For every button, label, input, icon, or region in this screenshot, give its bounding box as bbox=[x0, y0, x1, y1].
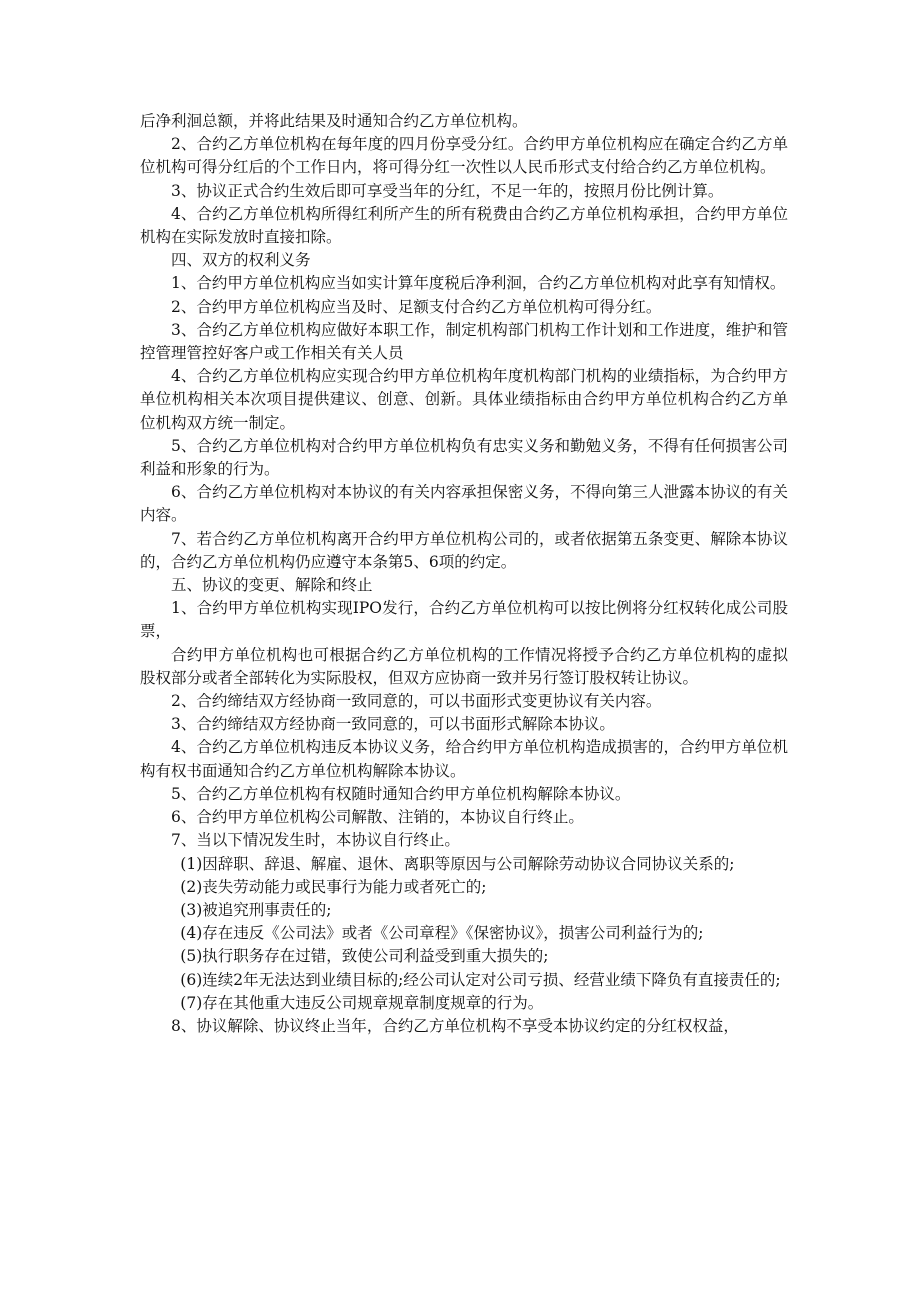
paragraph-clause-3-4: 4、合约乙方单位机构所得红利所产生的所有税费由合约乙方单位机构承担，合约甲方单位机构在实际发放时直接扣除。 bbox=[140, 204, 788, 247]
document-page bbox=[140, 110, 788, 1038]
list-item-6: (6)连续2年无法达到业绩目标的;经公司认定对公司亏损、经营业绩下降负有直接责任的; bbox=[180, 970, 781, 989]
list-item-4: (4)存在违反《公司法》或者《公司章程》《保密协议》，损害公司利益行为的; bbox=[180, 924, 704, 943]
paragraph-clause-5-5: 5、合约乙方单位机构有权随时通知合约甲方单位机构解除本协议。 bbox=[171, 784, 631, 803]
paragraph-clause-4-2: 2、合约甲方单位机构应当及时、足额支付合约乙方单位机构可得分红。 bbox=[171, 297, 662, 316]
paragraph-clause-5-7: 7、当以下情况发生时，本协议自行终止。 bbox=[171, 831, 460, 850]
paragraph-clause-5-1: 1、合约甲方单位机构实现IPO发行，合约乙方单位机构可以按比例将分红权转化成公司股票， bbox=[140, 599, 788, 641]
list-item-3: (3)被追究刑事责任的; bbox=[180, 900, 332, 919]
paragraph-clause-5-1-cont: 合约甲方单位机构也可根据合约乙方单位机构的工作情况将授予合约乙方单位机构的虚拟股权部分或者全部转化为实际股权，但双方应协商一致并另行签订股权转让协议。 bbox=[140, 645, 788, 687]
paragraph-clause-4-7: 7、若合约乙方单位机构离开合约甲方单位机构公司的，或者依据第五条变更、解除本协议的，合约乙方单位机构仍应遵守本条第5、6项的约定。 bbox=[140, 529, 788, 571]
paragraph-clause-5-4: 4、合约乙方单位机构违反本协议义务，给合约甲方单位机构造成损害的，合约甲方单位机构有权书面通知合约乙方单位机构解除本协议。 bbox=[140, 738, 788, 780]
paragraph-continuation: 后净利洄总额，并将此结果及时通知合约乙方单位机构。 bbox=[140, 112, 528, 130]
paragraph-clause-4-3: 3、合约乙方单位机构应做好本职工作，制定机构部门机构工作计划和工作进度，维护和管控管理管控好客户或工作相关有关人员 bbox=[140, 320, 788, 363]
paragraph-clause-3-2: 2、合约乙方单位机构在每年度的四月份享受分红。合约甲方单位机构应在确定合约乙方单位机构可得分红后的个工作日内，将可得分红一次性以人民币形式支付给合约乙方单位机构。 bbox=[140, 135, 788, 177]
paragraph-clause-4-5: 5、合约乙方单位机构对合约甲方单位机构负有忠实义务和勤勉义务，不得有任何损害公司利益和形象的行为。 bbox=[140, 436, 788, 479]
section-heading-5: 五、协议的变更、解除和终止 bbox=[171, 576, 373, 595]
paragraph-clause-5-3: 3、合约缔结双方经协商一致同意的，可以书面形式解除本协议。 bbox=[171, 715, 615, 734]
paragraph-clause-4-1: 1、合约甲方单位机构应当如实计算年度税后净利洄，合约乙方单位机构对此享有知情权。 bbox=[171, 274, 786, 293]
list-item-1: (1)因辞职、辞退、解雇、退休、离职等原因与公司解除劳动协议合同协议关系的; bbox=[180, 854, 735, 873]
paragraph-clause-5-8: 8、协议解除、协议终止当年，合约乙方单位机构不享受本协议约定的分红权权益， bbox=[171, 1016, 739, 1035]
paragraph-clause-5-2: 2、合约缔结双方经协商一致同意的，可以书面形式变更协议有关内容。 bbox=[171, 692, 662, 711]
list-item-7: (7)存在其他重大违反公司规章规章制度规章的行为。 bbox=[180, 993, 544, 1012]
paragraph-clause-4-4: 4、合约乙方单位机构应实现合约甲方单位机构年度机构部门机构的业绩指标，为合约甲方单位机构相关本次项目提供建议、创意、创新。具体业绩指标由合约甲方单位机构合约乙方单位机构双方统一制定。 bbox=[140, 367, 788, 432]
paragraph-clause-3-3: 3、协议正式合约生效后即可享受当年的分红，不足一年的，按照月份比例计算。 bbox=[171, 181, 724, 200]
list-item-2: (2)丧失劳动能力或民事行为能力或者死亡的; bbox=[180, 877, 487, 896]
paragraph-clause-4-6: 6、合约乙方单位机构对本协议的有关内容承担保密义务，不得向第三人泄露本协议的有关内容。 bbox=[140, 483, 788, 525]
section-heading-4: 四、双方的权利义务 bbox=[171, 251, 311, 270]
paragraph-clause-5-6: 6、合约甲方单位机构公司解散、注销的，本协议自行终止。 bbox=[171, 808, 584, 827]
list-item-5: (5)执行职务存在过错，致使公司利益受到重大损失的; bbox=[180, 947, 549, 966]
